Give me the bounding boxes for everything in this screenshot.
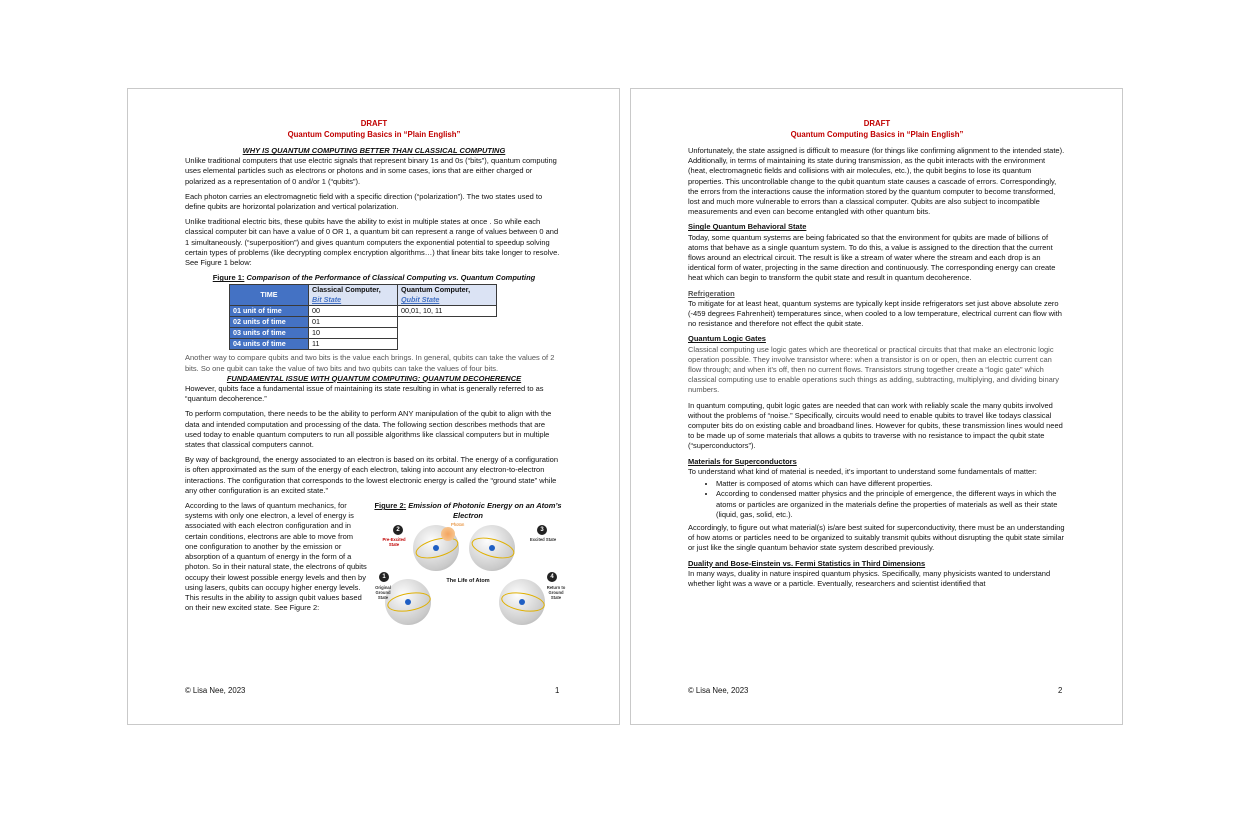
list-item: • According to condensed matter physics and the principle of emergence, the different ways in which the atoms or particles are organized in the materials define the properties of materials as well as their state (liquid, gas, solid, etc.). (716, 489, 1066, 520)
section-heading: Single Quantum Behavioral State (688, 222, 807, 232)
paragraph: To perform computation, there needs to be the ability to perform ANY manipulation of the qubit to align with the data and intended computation and processing of the data. The following section describes methods that are used today to enable quantum computers to run all possible algorithms like classical computers but in multiple states that classical computers cannot. (185, 409, 552, 450)
figure-1-title: Comparison of the Performance of Classical Computing vs. Quantum Computing (244, 273, 536, 283)
time-cell: 03 units of time (230, 328, 309, 339)
time-column-header: TIME (230, 285, 309, 306)
paragraph: Accordingly, to figure out what material(s) is/are best suited for superconductivity, there must be an understanding of how atoms or particles need to be organized to suitably transmit qubits without disrupting the qubit state similar or just like the single quantum behavior state system described previously. (688, 522, 1065, 553)
table-row (230, 328, 497, 339)
section-heading: Refrigeration (688, 288, 735, 298)
comparison-table (229, 284, 497, 350)
document-title: Quantum Computing Basics in “Plain English” (287, 130, 461, 139)
paragraph: To mitigate for at least heat, quantum systems are typically kept inside refrigerators set just above absolute zero (-459 degrees Fahrenheit) temperatures since, when cooled to a low temperature, electrical current can flow with no resistance and therefore not effect the qubit state. (688, 298, 1062, 329)
section-heading: FUNDAMENTAL ISSUE WITH QUANTUM COMPUTING: QUANTUM DECOHERENCE (226, 373, 522, 383)
bit-cell: 00 (309, 306, 398, 317)
page-number: 2 (1058, 686, 1063, 695)
quantum-header-label: Quantum Computer, (401, 285, 471, 295)
table-row (230, 317, 497, 328)
qubit-cell (398, 339, 497, 350)
bit-state-label: Bit State (312, 295, 342, 305)
footer-copyright: © Lisa Nee, 2023 (185, 686, 246, 695)
paragraph: Unlike traditional computers that use electric signals that represent binary 1s and 0s (“bits”), quantum computing uses elemental particles such as electrons or photons and in some cases, ions that are either charged or polarized as a representation of 0 and/or 1 (“qubits”). (185, 156, 557, 186)
list-item: • Matter is composed of atoms which can have different properties. (716, 479, 1066, 489)
paragraph: Today, some quantum systems are being fabricated so that the environment for qubits are made of billions of atoms that behave as a single quantum system. To do this, a value is assigned to the direction that the current flows around an electrical circuit. The result is like a stream of water where the stream and each drop is an identical form of water, projecting in the same direction and continuously. The corresponding energy can create heat which can begin to transform the qubit state and result in quantum decoherence. (688, 232, 1056, 283)
document-page-1 (127, 88, 620, 725)
qubit-cell (398, 317, 497, 328)
classical-column-header (309, 285, 398, 306)
figure-2-label: Figure 2: (374, 501, 407, 511)
paragraph: Unfortunately, the state assigned is difficult to measure (for things like confirming alignment to the intended state). Additionally, in terms of maintaining its state during transmission, as the qubit interacts with the environment (heat, electromagnetic fields and collisions with air molecules, etc.), the qubit begins to lose its quantum properties. This uncontrollable change to the qubit quantum state causes a cascade of errors. Correspondingly, the errors from the interactions cause the information stored by the quantum computer to become transformed, lost and much more vulnerable to errors than a classical computer. Qubits are also subject to incompatible measurements and even can become entangled with other quantum bits. (688, 146, 1065, 217)
step-4-marker: 4 (547, 572, 557, 582)
table-row (230, 306, 497, 317)
paragraph: By way of background, the energy associated to an electron is based on its orbital. The energy of a configuration is often approximated as the sum of the energy of each electron, taking into account any electron-to-electron interactions. The configuration that corresponds to the lowest electronic energy is called the “ground state” while any other configuration is an excited state.” (185, 455, 559, 495)
paragraph: To understand what kind of material is needed, it’s important to understand some fundamentals of matter: (688, 466, 1037, 476)
pre-excited-state-label: Pre-Excited State (382, 537, 406, 548)
bit-cell: 11 (309, 339, 398, 350)
atom-life-diagram (371, 523, 565, 628)
table-header-row (230, 285, 497, 306)
section-heading: Quantum Logic Gates (688, 334, 766, 344)
diagram-center-title: The Life of Atom (446, 578, 490, 585)
paragraph: However, qubits face a fundamental issue of maintaining its state resulting in what is generally referred to as “quantum decoherence.” (185, 384, 544, 404)
paragraph: According to the laws of quantum mechanics, for systems with only one electron, a level of energy is associated with each electron configuration and in certain conditions, electrons are able to move from one configuration to another by the emission or absorption of a quantum of energy in the form of a photon. So in their natural state, the electrons of qubits occupy their lowest possible energy levels and then by using lasers, qubits can occupy higher energy levels. This results in the ability to assign qubit values based on their new excited state. See Figure 2: (185, 501, 367, 613)
paragraph: Another way to compare qubits and two bits is the value each brings. In general, qubits can take the values of 2 bits. So one qubit can take the value of two bits and two qubits can take the values of four bits. (185, 353, 555, 373)
paragraph: In many ways, duality in nature inspired quantum physics. Specifically, many physicists wanted to understand whether light was a wave or a particle. Eventually, researchers and scientist identified that (688, 568, 1051, 588)
bullet-list (688, 479, 1066, 520)
time-cell: 02 units of time (230, 317, 309, 328)
paragraph: Unlike traditional electric bits, these qubits have the ability to exist in multiple states at once . So while each classical computer bit can have a value of 0 OR 1, a quantum bit can represent a range of values between 0 and 1 simultaneously. (“superposition”) and gives quantum computers the exponential potential to speedup solving certain types of problems (like decrypting complex encryption algorithms…) that linear bits take longer to resolve. See Figure 1 below: (185, 217, 560, 268)
section-heading: Materials for Superconductors (688, 456, 797, 466)
bit-cell: 01 (309, 317, 398, 328)
paragraph: Each photon carries an electromagnetic field with a specific direction (“polarization”). The two states used to define qubits are horizontal polarization and vertical polarization. (185, 191, 543, 212)
figure-2-title: Emission of Photonic Energy on an Atom’s Electron (406, 501, 562, 521)
quantum-column-header (398, 285, 497, 306)
page-2-content (688, 118, 1066, 594)
footer-copyright: © Lisa Nee, 2023 (688, 686, 749, 695)
ground-state-label: Original Ground State (375, 585, 391, 601)
time-cell: 04 units of time (230, 339, 309, 350)
document-page-2 (630, 88, 1123, 725)
step-3-marker: 3 (537, 525, 547, 535)
paragraph: In quantum computing, qubit logic gates are needed that can work with reliably scale the many qubits involved without the problems of “noise.” Specifically, circuits would need to enable qubits to travel like todays classical computer bits do on existing cable and broadband lines. However for qubits, these transmission lines would need to be made up of some materials that allows a qubits to traverse with no resistance to impact the qubit state (“superconductors”). (688, 400, 1063, 451)
photon-label: Photon (451, 522, 465, 528)
paragraph: Classical computing use logic gates which are theoretical or practical circuits that that make an electronic logic operation possible. They involve transistor where: when a transistor is on or open, then an electric current can flow through; and when it’s off, then no current flows. Transistors strung together create a “logic gate” which classical computing use to enable operations such things as adding, subtracting, multiplying, and dividing binary numbers. (688, 344, 1060, 395)
page-number: 1 (555, 686, 560, 695)
classical-header-label: Classical Computer, (312, 285, 381, 295)
time-cell: 01 unit of time (230, 306, 309, 317)
document-title: Quantum Computing Basics in “Plain English” (790, 130, 964, 139)
text-figure-columns (185, 501, 566, 629)
qubit-state-label: Qubit State (401, 295, 440, 305)
step-1-marker: 1 (379, 572, 389, 582)
figure-1-caption (185, 273, 563, 283)
section-heading: Duality and Bose-Einstein vs. Fermi Statistics in Third Dimensions (688, 558, 926, 568)
qubit-cell (398, 328, 497, 339)
figure-2-caption (371, 501, 565, 521)
section-heading: WHY IS QUANTUM COMPUTING BETTER THAN CLASSICAL COMPUTING (242, 146, 506, 155)
step-2-marker: 2 (393, 525, 403, 535)
return-ground-state-label: Return to Ground State (546, 585, 566, 601)
figure-1-label: Figure 1: (212, 273, 245, 283)
draft-label: DRAFT (360, 119, 388, 128)
excited-state-label: Excited State (529, 537, 557, 543)
table-row (230, 339, 497, 350)
figure-2 (371, 501, 565, 628)
bit-cell: 10 (309, 328, 398, 339)
page-1-content (185, 118, 566, 629)
qubit-cell: 00,01, 10, 11 (398, 306, 497, 317)
draft-label: DRAFT (863, 119, 891, 128)
